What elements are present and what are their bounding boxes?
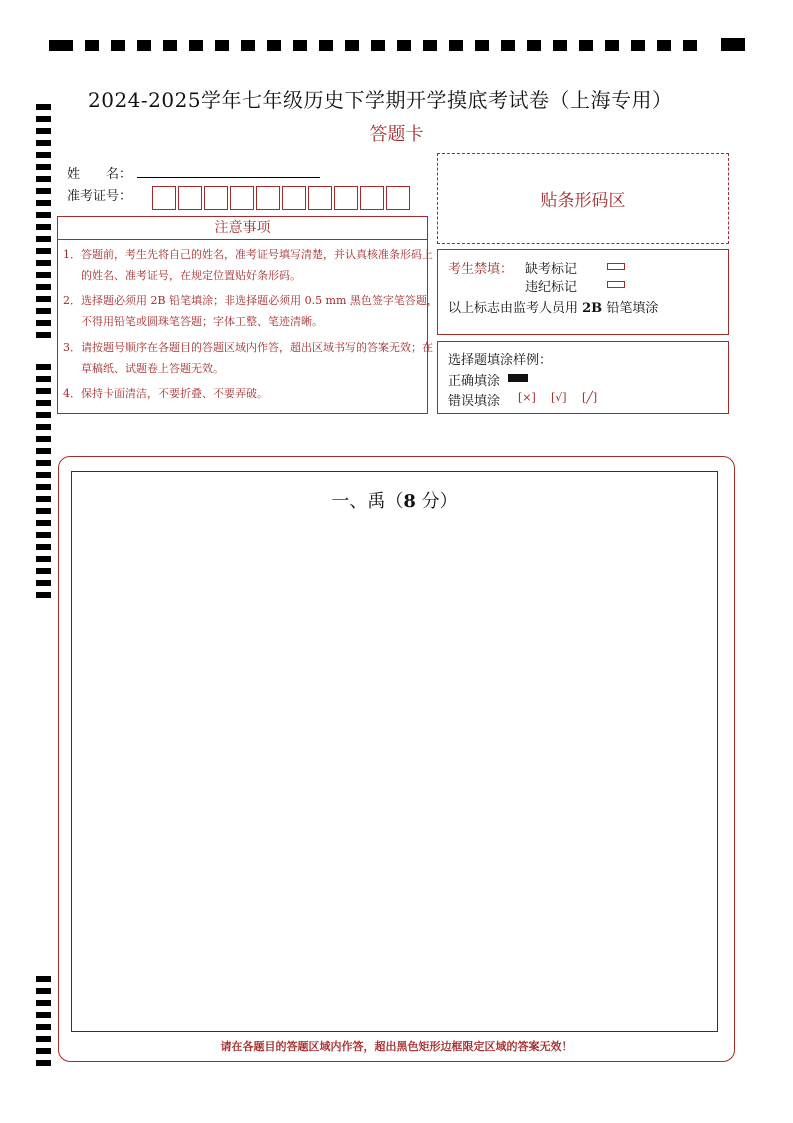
prohibition-label: 考生禁填： <box>448 262 514 277</box>
timing-mark <box>36 448 51 454</box>
timing-mark <box>36 332 51 338</box>
alignment-mark <box>527 40 541 51</box>
timing-mark <box>36 484 51 490</box>
id-digit-box[interactable] <box>152 186 176 210</box>
alignment-mark <box>605 40 619 51</box>
timing-mark <box>36 176 51 182</box>
prohibition-note <box>448 297 658 316</box>
id-digit-box[interactable] <box>334 186 358 210</box>
timing-mark <box>36 1060 51 1066</box>
alignment-mark <box>683 40 697 51</box>
absent-mark-label: 缺考标记 <box>525 262 578 277</box>
correct-fill-sample <box>508 374 528 382</box>
id-digit-box[interactable] <box>230 186 254 210</box>
question-title <box>71 487 718 513</box>
timing-mark <box>36 1048 51 1054</box>
timing-mark <box>36 200 51 206</box>
timing-mark <box>36 296 51 302</box>
timing-mark <box>36 568 51 574</box>
timing-mark <box>36 400 51 406</box>
timing-mark <box>36 248 51 254</box>
alignment-mark <box>579 40 593 51</box>
timing-mark <box>36 260 51 266</box>
alignment-mark <box>501 40 515 51</box>
notice-item: 3．请按题号顺序在各题目的答题区域内作答，超出区域书写的答案无效；在草稿纸、试题卷上答题无效。 <box>63 341 433 375</box>
alignment-mark <box>163 40 177 51</box>
alignment-mark <box>657 40 671 51</box>
page-title: 2024-2025学年七年级历史下学期开学摸底考试卷（上海专用） <box>88 88 673 112</box>
alignment-mark <box>319 40 333 51</box>
violation-mark-label: 违纪标记 <box>525 280 578 295</box>
timing-mark <box>36 592 51 598</box>
id-digit-box[interactable] <box>178 186 202 210</box>
wrong-fill-sample-check: [√] <box>551 391 567 404</box>
wrong-fill-sample-slash: [╱] <box>582 391 598 404</box>
timing-mark <box>36 104 51 110</box>
alignment-mark <box>371 40 385 51</box>
alignment-mark <box>241 40 255 51</box>
timing-mark <box>36 424 51 430</box>
timing-mark <box>36 976 51 982</box>
barcode-area <box>437 153 729 244</box>
fill-example-label: 选择题填涂样例： <box>448 353 553 368</box>
alignment-mark <box>267 40 281 51</box>
alignment-mark <box>553 40 567 51</box>
timing-mark <box>36 532 51 538</box>
question-title-text: 一、禹（ <box>331 491 404 512</box>
notice-item: 1．答题前，考生先将自己的姓名，准考证号填写清楚，并认真核准条形码上的姓名、准考证号，在规定位置贴好条形码。 <box>63 248 433 282</box>
timing-mark <box>36 284 51 290</box>
id-digit-box[interactable] <box>308 186 332 210</box>
timing-mark <box>36 460 51 466</box>
timing-mark <box>36 308 51 314</box>
timing-mark <box>36 508 51 514</box>
alignment-mark <box>293 40 307 51</box>
timing-mark <box>36 188 51 194</box>
alignment-mark <box>49 40 73 51</box>
timing-mark <box>36 236 51 242</box>
page-subtitle: 答题卡 <box>369 124 424 145</box>
timing-mark <box>36 1036 51 1042</box>
id-digit-box[interactable] <box>256 186 280 210</box>
timing-mark <box>36 496 51 502</box>
id-digit-box[interactable] <box>386 186 410 210</box>
wrong-fill-sample-cross: [×] <box>518 391 536 404</box>
timing-mark <box>36 224 51 230</box>
id-digit-box[interactable] <box>204 186 228 210</box>
alignment-mark <box>111 40 125 51</box>
timing-mark <box>36 272 51 278</box>
timing-mark <box>36 520 51 526</box>
barcode-area-label: 贴条形码区 <box>540 191 626 211</box>
alignment-mark <box>215 40 229 51</box>
timing-mark <box>36 436 51 442</box>
timing-mark <box>36 1012 51 1018</box>
answer-area-warning: 请在各题目的答题区域内作答，超出黑色矩形边框限定区域的答案无效！ <box>220 1040 573 1053</box>
correct-fill-label: 正确填涂 <box>448 374 501 389</box>
timing-mark <box>36 472 51 478</box>
timing-mark <box>36 376 51 382</box>
wrong-fill-label: 错误填涂 <box>448 394 501 409</box>
notice-item: 2．选择题必须用 2B 铅笔填涂；非选择题必须用 0.5 mm 黑色签字笔答题，不得用铅笔或圆珠笔答题；字体工整、笔迹清晰。 <box>63 294 438 328</box>
alignment-mark <box>85 40 99 51</box>
name-label: 姓 名： <box>67 167 133 182</box>
absent-mark-box[interactable] <box>607 263 625 270</box>
timing-mark <box>36 988 51 994</box>
alignment-mark <box>345 40 359 51</box>
prohibition-note-pencil: 2B <box>582 301 603 316</box>
alignment-mark <box>631 40 645 51</box>
timing-mark <box>36 320 51 326</box>
violation-mark-box[interactable] <box>607 281 625 288</box>
timing-mark <box>36 164 51 170</box>
timing-mark <box>36 580 51 586</box>
alignment-mark <box>137 40 151 51</box>
alignment-mark <box>721 38 745 51</box>
name-field[interactable] <box>137 177 320 178</box>
alignment-mark <box>475 40 489 51</box>
prohibition-note-text: 铅笔填涂 <box>602 301 659 316</box>
notice-item: 4．保持卡面清洁，不要折叠、不要弄破。 <box>63 387 268 400</box>
prohibition-note-text: 以上标志由监考人员用 <box>448 301 583 316</box>
timing-mark <box>36 556 51 562</box>
timing-mark <box>36 212 51 218</box>
alignment-mark <box>449 40 463 51</box>
question-score: 8 <box>403 491 416 512</box>
alignment-mark <box>189 40 203 51</box>
timing-mark <box>36 364 51 370</box>
alignment-mark <box>397 40 411 51</box>
timing-mark <box>36 152 51 158</box>
timing-mark <box>36 388 51 394</box>
timing-mark <box>36 1000 51 1006</box>
id-digit-box[interactable] <box>282 186 306 210</box>
question-title-text: 分） <box>415 491 458 512</box>
notice-heading: 注意事项 <box>57 216 428 240</box>
alignment-mark <box>423 40 437 51</box>
id-digit-box[interactable] <box>360 186 384 210</box>
answer-area[interactable] <box>71 471 718 1032</box>
timing-mark <box>36 1024 51 1030</box>
id-label: 准考证号： <box>67 189 133 204</box>
timing-mark <box>36 544 51 550</box>
timing-mark <box>36 412 51 418</box>
